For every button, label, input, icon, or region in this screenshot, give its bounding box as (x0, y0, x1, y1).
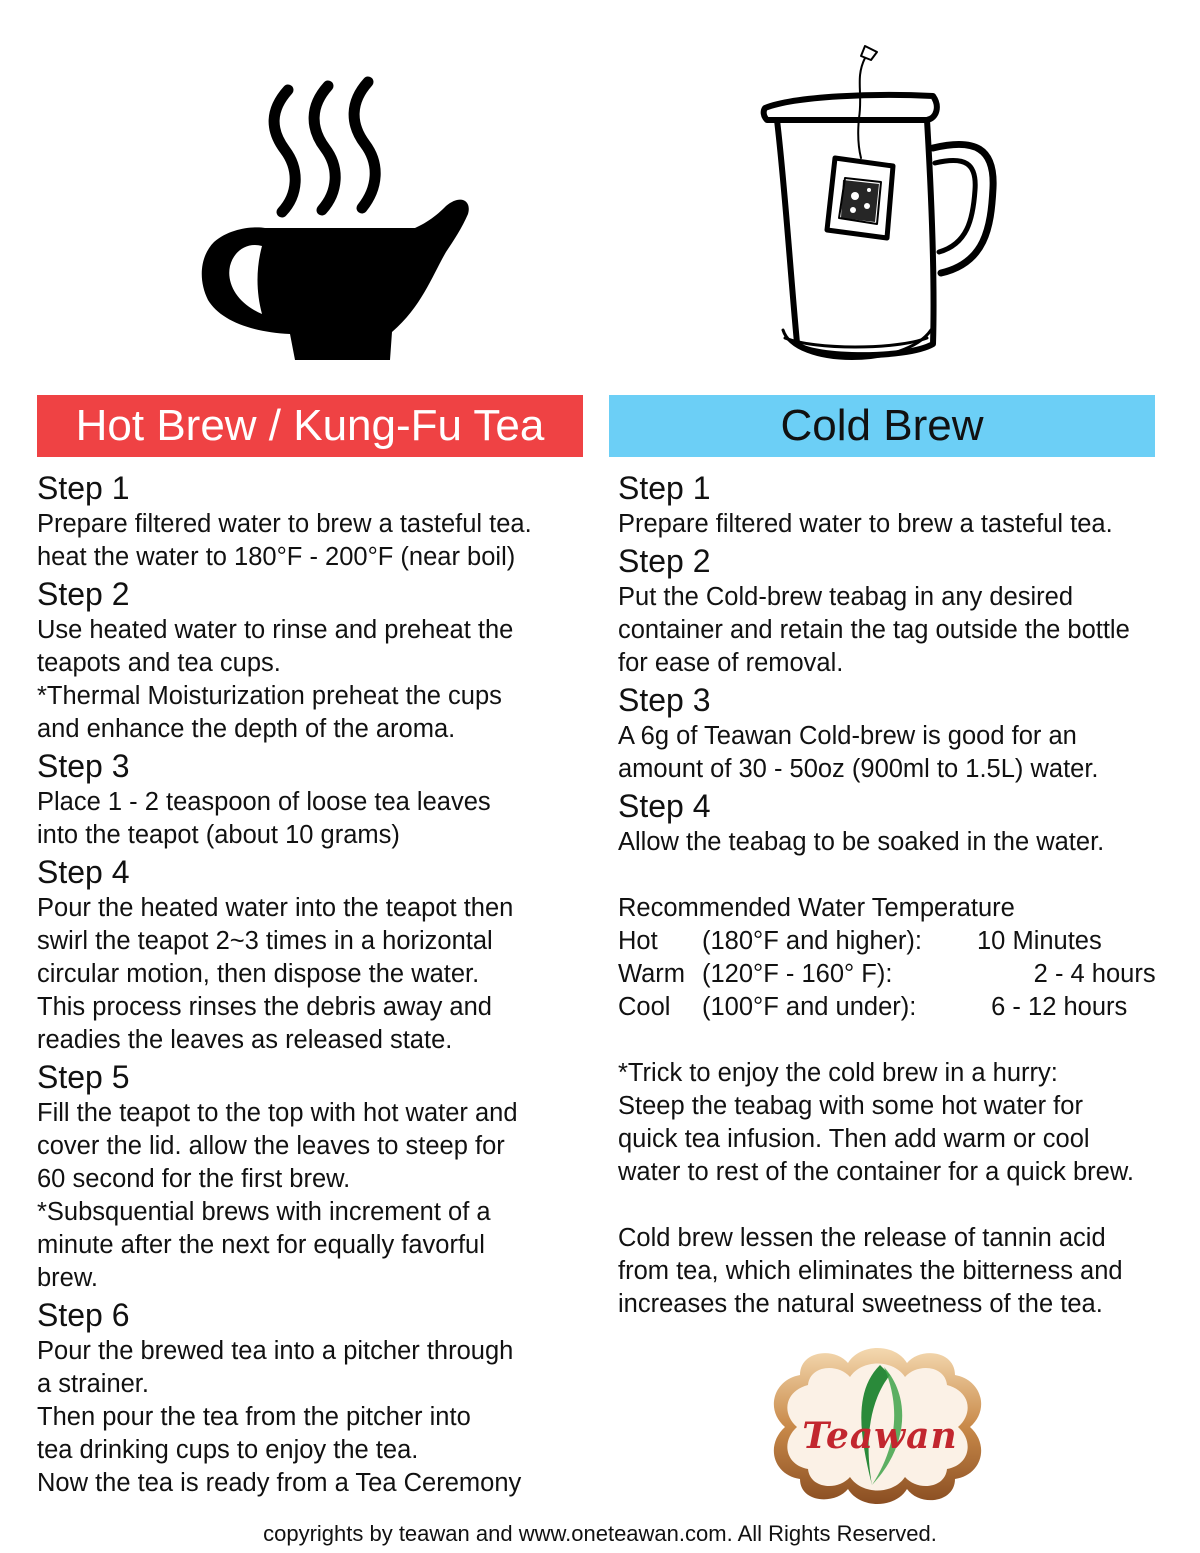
copyright-footer: copyrights by teawan and www.oneteawan.com. All Rights Reserved. (263, 1521, 937, 1546)
hot-step-5 (37, 1057, 597, 1295)
hot-step-1 (37, 468, 597, 574)
cold-brew-steps (618, 468, 1188, 1321)
cold-step-1 (618, 468, 1188, 541)
note-text: from tea, which eliminates the bitterness and (618, 1257, 1123, 1285)
step-text: readies the leaves as released state. (37, 1026, 453, 1054)
step-text: into the teapot (about 10 grams) (37, 821, 400, 849)
trick-text: water to rest of the container for a quick brew. (618, 1158, 1134, 1186)
hot-brew-banner: Hot Brew / Kung-Fu Tea (37, 395, 583, 457)
temp-label: Cool (618, 993, 671, 1021)
step-title: Step 4 (618, 788, 711, 824)
step-title: Step 3 (37, 748, 130, 784)
step-text: Prepare filtered water to brew a tasteful tea. (37, 510, 532, 538)
step-text: This process rinses the debris away and (37, 993, 492, 1021)
step-text: swirl the teapot 2~3 times in a horizontal (37, 927, 493, 955)
temp-range: (120°F - 160° F): (702, 960, 893, 988)
step-text: Allow the teabag to be soaked in the water. (618, 828, 1105, 856)
water-temperature-table (618, 892, 1188, 1024)
step-text: teapots and tea cups. (37, 649, 281, 677)
step-text: amount of 30 - 50oz (900ml to 1.5L) water. (618, 755, 1099, 783)
step-text: cover the lid. allow the leaves to steep for (37, 1132, 505, 1160)
step-text: Place 1 - 2 teaspoon of loose tea leaves (37, 788, 491, 816)
step-title: Step 2 (37, 576, 130, 612)
step-text: heat the water to 180°F - 200°F (near boil) (37, 543, 516, 571)
logo-text: Teawan (802, 1415, 958, 1457)
step-text: A 6g of Teawan Cold-brew is good for an (618, 722, 1077, 750)
hot-brew-steps (37, 468, 597, 1500)
step-text: *Subsquential brews with increment of a (37, 1198, 491, 1226)
teapot-steam-icon (170, 70, 480, 380)
step-text: *Thermal Moisturization preheat the cups (37, 682, 502, 710)
hot-step-3 (37, 746, 597, 852)
cold-step-4 (618, 786, 1188, 859)
step-title: Step 6 (37, 1297, 130, 1333)
temp-time: 10 Minutes (977, 927, 1102, 955)
hot-step-2 (37, 574, 597, 746)
step-text: for ease of removal. (618, 649, 844, 677)
cold-brew-banner: Cold Brew (609, 395, 1155, 457)
step-text: Prepare filtered water to brew a tasteful tea. (618, 510, 1113, 538)
note-text: Cold brew lessen the release of tannin acid (618, 1224, 1106, 1252)
temp-range: (180°F and higher): (702, 927, 922, 955)
step-text: Use heated water to rinse and preheat the (37, 616, 514, 644)
trick-text: quick tea infusion. Then add warm or cool (618, 1125, 1090, 1153)
step-title: Step 3 (618, 682, 711, 718)
step-text: a strainer. (37, 1370, 149, 1398)
step-text: circular motion, then dispose the water. (37, 960, 480, 988)
step-text: Then pour the tea from the pitcher into (37, 1403, 471, 1431)
temp-time: 6 - 12 hours (977, 993, 1128, 1021)
cold-step-3 (618, 680, 1188, 786)
pitcher-teabag-icon (755, 38, 1015, 383)
step-text: Fill the teapot to the top with hot water and (37, 1099, 518, 1127)
step-title: Step 5 (37, 1059, 130, 1095)
temperature-heading: Recommended Water Temperature (618, 894, 1015, 922)
temp-time: 2 - 4 hours (977, 960, 1156, 988)
step-text: tea drinking cups to enjoy the tea. (37, 1436, 419, 1464)
hot-step-4 (37, 852, 597, 1057)
step-text: container and retain the tag outside the bottle (618, 616, 1130, 644)
step-title: Step 4 (37, 854, 130, 890)
cold-brew-note (618, 1222, 1188, 1321)
temp-label: Warm (618, 960, 686, 988)
temperature-row (618, 958, 1188, 991)
step-text: Now the tea is ready from a Tea Ceremony (37, 1469, 522, 1497)
cold-step-2 (618, 541, 1188, 680)
step-text: Pour the heated water into the teapot then (37, 894, 514, 922)
temperature-row (618, 925, 1188, 958)
note-text: increases the natural sweetness of the tea. (618, 1290, 1103, 1318)
hot-step-6 (37, 1295, 597, 1500)
step-text: brew. (37, 1264, 98, 1292)
step-text: 60 second for the first brew. (37, 1165, 351, 1193)
step-title: Step 2 (618, 543, 711, 579)
step-title: Step 1 (37, 470, 130, 506)
temp-range: (100°F and under): (702, 993, 917, 1021)
step-text: Put the Cold-brew teabag in any desired (618, 583, 1074, 611)
hurry-trick (618, 1057, 1188, 1189)
step-title: Step 1 (618, 470, 711, 506)
temperature-row (618, 991, 1188, 1024)
temp-label: Hot (618, 927, 658, 955)
step-text: minute after the next for equally favorful (37, 1231, 485, 1259)
trick-text: Steep the teabag with some hot water for (618, 1092, 1083, 1120)
trick-text: *Trick to enjoy the cold brew in a hurry: (618, 1059, 1058, 1087)
step-text: and enhance the depth of the aroma. (37, 715, 456, 743)
step-text: Pour the brewed tea into a pitcher through (37, 1337, 514, 1365)
